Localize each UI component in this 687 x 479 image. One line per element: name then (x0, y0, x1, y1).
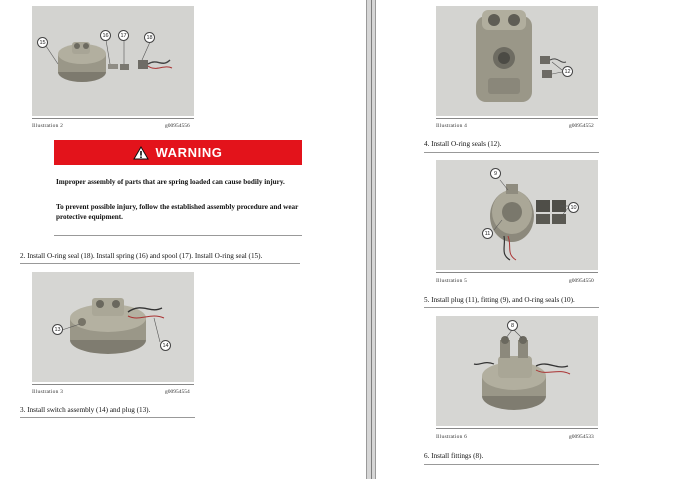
illustration-6-caption: Illustration 6 (436, 434, 468, 440)
step-rule (424, 152, 599, 153)
caption-rule (436, 118, 598, 119)
illustration-5-id: g00954550 (569, 278, 594, 284)
step-rule (424, 307, 599, 308)
valve-parts-image (32, 6, 194, 116)
step-3: 3. Install switch assembly (14) and plug (13). (20, 406, 151, 414)
plug-fitting-image (436, 160, 598, 270)
warning-rule (54, 235, 302, 236)
step-5: 5. Install plug (11), fitting (9), and O-ring seals (10). (424, 296, 575, 304)
warning-text-2: To prevent possible injury, follow the established assembly procedure and wear protective equipment. (56, 203, 299, 221)
valve-body-image (436, 6, 598, 116)
step-6: 6. Install fittings (8). (424, 452, 484, 460)
step-rule (20, 263, 300, 264)
callout-10: 10 (568, 202, 579, 213)
callout-16: 16 (100, 30, 111, 41)
illustration-4-photo (436, 6, 598, 116)
callout-12: 12 (562, 66, 573, 77)
caption-rule (436, 272, 598, 273)
illustration-5-photo (436, 160, 598, 270)
illustration-2-id: g00954556 (165, 123, 190, 129)
illustration-4-id: g00954552 (569, 123, 594, 129)
warning-triangle-icon (133, 146, 149, 160)
callout-13: 13 (52, 324, 63, 335)
warning-header (54, 140, 302, 165)
caption-rule (436, 428, 598, 429)
callout-8: 8 (507, 320, 518, 331)
callout-11: 11 (482, 228, 493, 239)
illustration-2-caption: Illustration 2 (32, 123, 64, 129)
warning-text-1: Improper assembly of parts that are spring loaded can cause bodily injury. (56, 178, 285, 186)
warning-title: WARNING (155, 145, 223, 160)
illustration-3-caption: Illustration 3 (32, 389, 64, 395)
page-gutter (366, 0, 376, 479)
caption-rule (32, 118, 194, 119)
callout-18: 18 (144, 32, 155, 43)
illustration-2-photo (32, 6, 194, 116)
fittings-image (436, 316, 598, 426)
callout-15: 15 (37, 37, 48, 48)
step-rule (424, 464, 599, 465)
step-2: 2. Install O-ring seal (18). Install spring (16) and spool (17). Install O-ring seal (15). (20, 252, 263, 260)
callout-17: 17 (118, 30, 129, 41)
warning-box (54, 140, 302, 236)
illustration-4-caption: Illustration 4 (436, 123, 468, 129)
caption-rule (32, 384, 194, 385)
illustration-3-id: g00954554 (165, 389, 190, 395)
step-rule (20, 417, 195, 418)
illustration-3-photo (32, 272, 194, 382)
illustration-6-photo (436, 316, 598, 426)
illustration-6-id: g00954533 (569, 434, 594, 440)
right-page (376, 0, 687, 479)
illustration-5-caption: Illustration 5 (436, 278, 468, 284)
callout-14: 14 (160, 340, 171, 351)
callout-9: 9 (490, 168, 501, 179)
step-4: 4. Install O-ring seals (12). (424, 140, 502, 148)
